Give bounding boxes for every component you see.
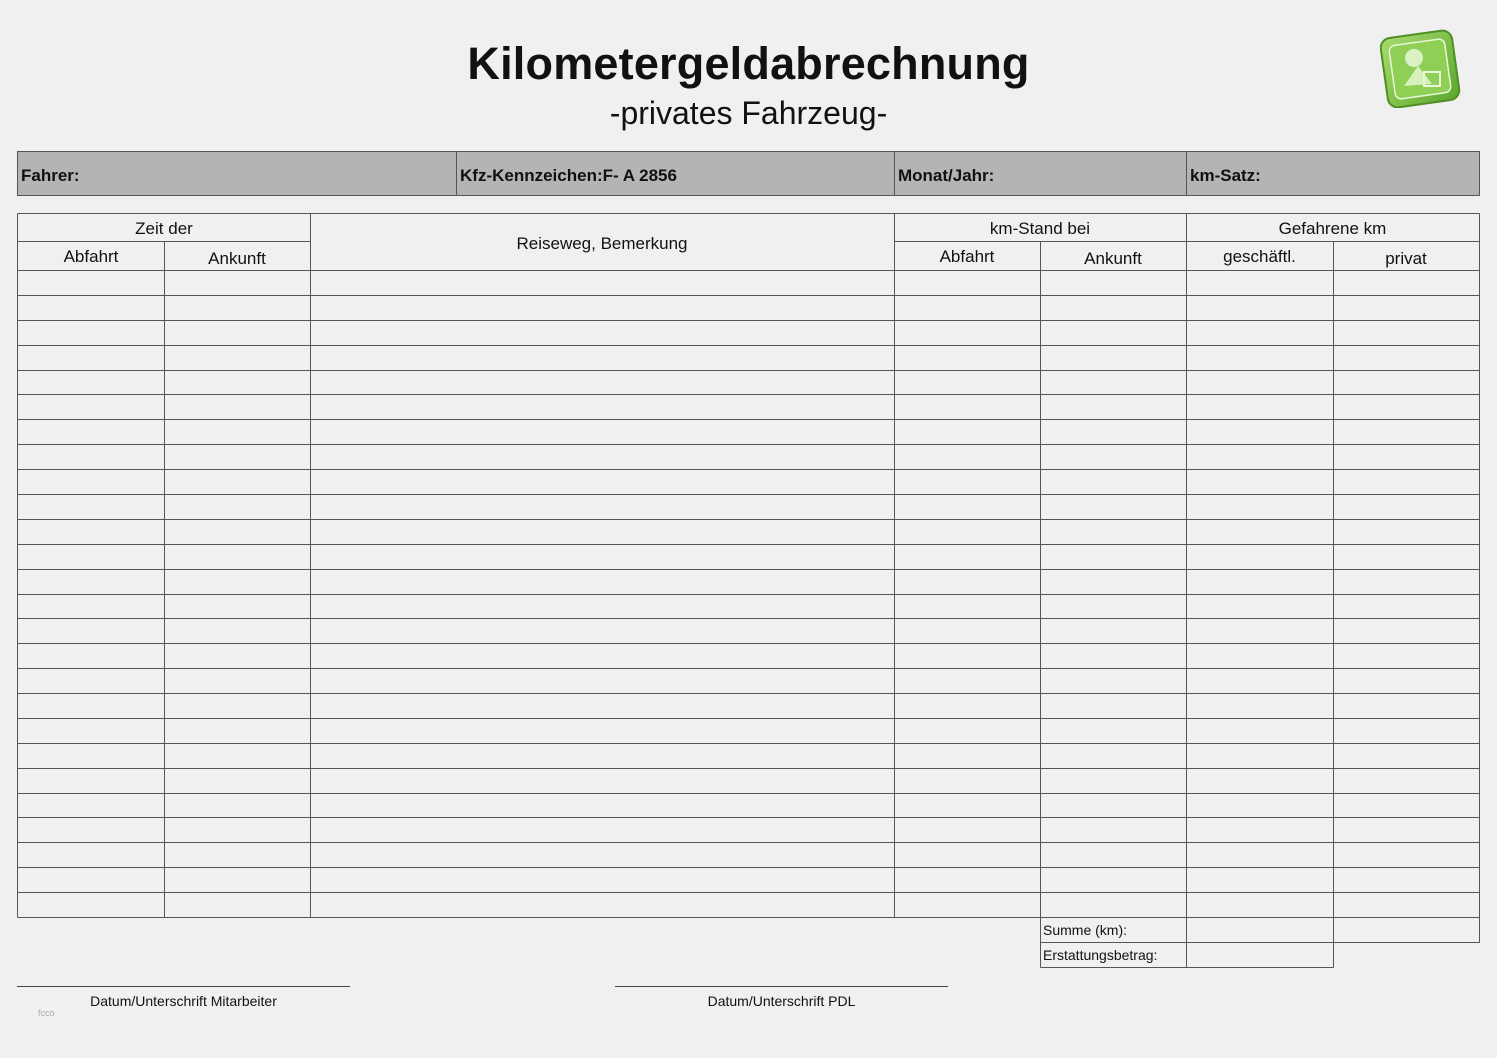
km-satz-field[interactable]: km-Satz: [1190,166,1261,185]
header-geschaeftl: geschäftl. [1223,247,1296,266]
monat-jahr-field[interactable]: Monat/Jahr: [895,152,1187,195]
signature-line-pdl[interactable] [615,986,948,987]
erstattung-label: Erstattungsbetrag: [1043,947,1158,963]
header-gefahrene-km: Gefahrene km [1278,219,1387,238]
header-privat: privat [1385,249,1427,268]
header-km-stand: km-Stand bei [989,219,1091,238]
header-abfahrt: Abfahrt [63,247,119,266]
signature-line-mitarbeiter[interactable] [17,986,350,987]
summe-label: Summe (km): [1043,922,1127,938]
page-title: Kilometergeldabrechnung [467,38,1030,89]
header-zeit-der: Zeit der [135,219,193,238]
watermark-text: fcco [38,1008,55,1018]
header-ankunft: Ankunft [208,249,266,268]
header-km-abfahrt: Abfahrt [939,247,995,266]
page-subtitle: -privates Fahrzeug- [609,95,888,131]
signature-label-pdl: Datum/Unterschrift PDL [707,993,856,1009]
fahrer-field[interactable]: Fahrer: [18,152,457,195]
kennzeichen-field[interactable]: Kfz-Kennzeichen:F- A 2856 [457,152,895,195]
header-reiseweg: Reiseweg, Bemerkung [516,234,688,253]
header-km-ankunft: Ankunft [1084,249,1142,268]
signature-label-mitarbeiter: Datum/Unterschrift Mitarbeiter [90,993,277,1009]
